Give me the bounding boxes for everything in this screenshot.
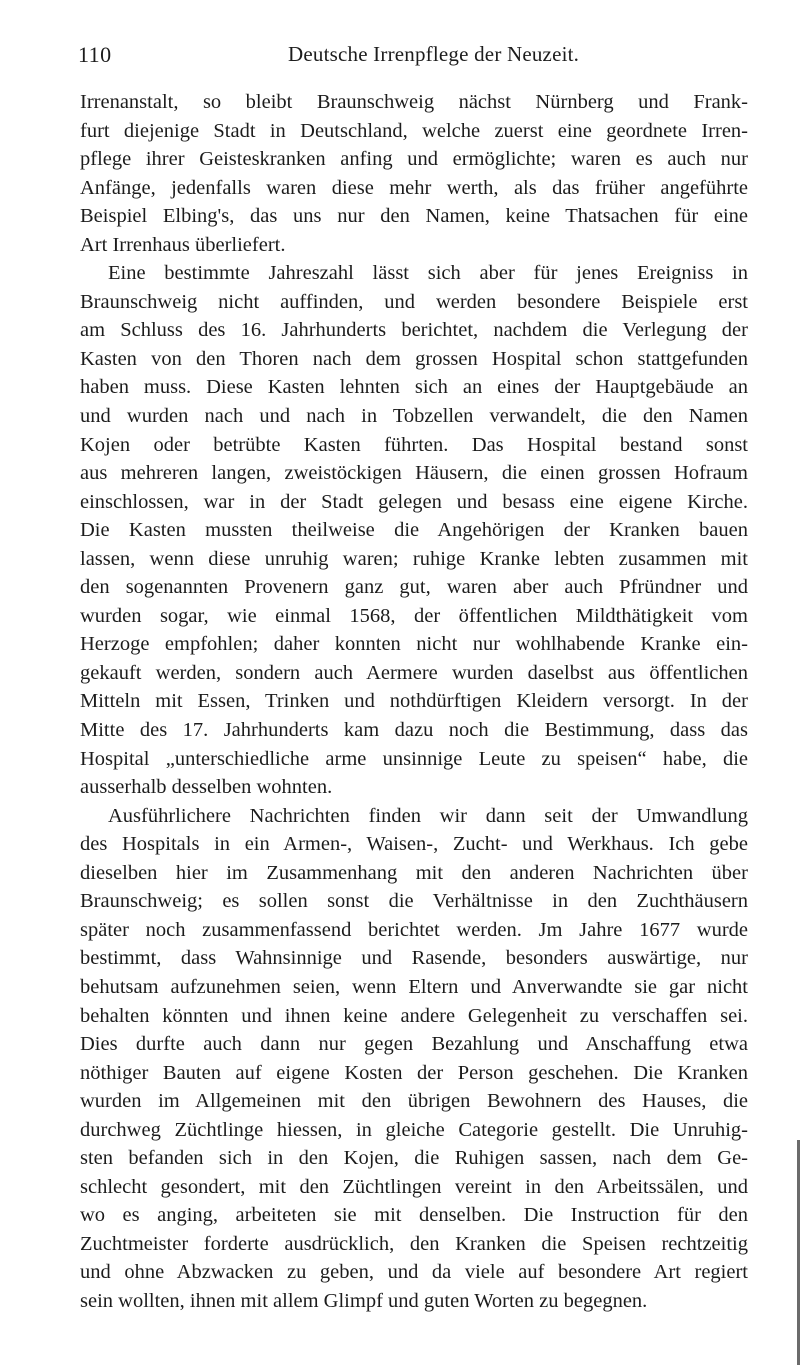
text-line: sein wollten, ihnen mit allem Glimpf und guten Worten zu begegnen. xyxy=(80,1289,648,1312)
text-line: Irrenanstalt, so bleibt Braunschweig nächst Nürnberg und Frank- xyxy=(80,91,748,113)
text-line: Hospital „unterschiedliche arme unsinnige Leute zu speisen“ habe, die xyxy=(80,747,748,770)
text-line: lassen, wenn diese unruhig waren; ruhige Kranke lebten zusammen mit xyxy=(80,547,748,570)
text-line: den sogenannten Provenern ganz gut, waren aber auch Pfründner und xyxy=(80,576,748,599)
text-line: wurden sogar, wie einmal 1568, der öffentlichen Mildthätigkeit vom xyxy=(80,604,748,627)
text-line: Zuchtmeister forderte ausdrücklich, den Kranken die Speisen rechtzeitig xyxy=(80,1232,748,1255)
text-line: gekauft werden, sondern auch Aermere wurden daselbst aus öffentlichen xyxy=(80,661,748,684)
text-line: Braunschweig; es sollen sonst die Verhältnisse in den Zuchthäusern xyxy=(80,890,748,913)
text-line: wurden im Allgemeinen mit den übrigen Bewohnern des Hauses, die xyxy=(80,1090,748,1113)
paragraph-start-line: Eine bestimmte Jahreszahl lässt sich aber für jenes Ereigniss in xyxy=(108,262,748,285)
text-line: wo es anging, arbeiteten sie mit denselben. Die Instruction für den xyxy=(80,1204,748,1227)
text-line: behutsam aufzunehmen seien, wenn Eltern und Anverwandte sie gar nicht xyxy=(80,975,748,998)
text-line: haben muss. Diese Kasten lehnten sich an eines der Hauptgebäude an xyxy=(80,376,748,399)
text-line: sten befanden sich in den Kojen, die Ruhigen sassen, nach dem Ge- xyxy=(80,1147,748,1170)
text-line: Kojen oder betrübte Kasten führten. Das Hospital bestand sonst xyxy=(80,433,748,456)
text-line: Anfänge, jedenfalls waren diese mehr werth, als das früher angeführte xyxy=(80,176,748,199)
text-line: durchweg Züchtlinge hiessen, in gleiche Categorie gestellt. Die Unruhig- xyxy=(80,1118,748,1141)
text-line: Braunschweig nicht auffinden, und werden besondere Beispiele erst xyxy=(80,290,748,313)
text-line: einschlossen, war in der Stadt gelegen und besass eine eigene Kirche. xyxy=(80,490,748,513)
text-line: aus mehreren langen, zweistöckigen Häusern, die einen grossen Hofraum xyxy=(80,462,748,485)
text-line: Art Irrenhaus überliefert. xyxy=(80,233,286,256)
text-line: dieselben hier im Zusammenhang mit den anderen Nachrichten über xyxy=(80,861,748,884)
page-number: 110 xyxy=(78,42,112,67)
text-line: des Hospitals in ein Armen-, Waisen-, Zucht- und Werkhaus. Ich gebe xyxy=(80,833,748,856)
text-line: pflege ihrer Geisteskranken anfing und ermöglichte; waren es auch nur xyxy=(80,148,748,171)
text-line: bestimmt, dass Wahnsinnige und Rasende, besonders auswärtige, nur xyxy=(80,947,748,970)
text-line: Kasten von den Thoren nach dem grossen Hospital schon stattgefunden xyxy=(80,347,748,370)
body-text xyxy=(80,88,748,1316)
text-line: Die Kasten mussten theilweise die Angehörigen der Kranken bauen xyxy=(80,519,748,542)
text-line: und ohne Abzwacken zu geben, und da viele auf besondere Art regiert xyxy=(80,1261,748,1284)
text-line: Dies durfte auch dann nur gegen Bezahlung und Anschaffung etwa xyxy=(80,1033,748,1056)
text-line: Mitteln mit Essen, Trinken und nothdürftigen Kleidern versorgt. In der xyxy=(80,690,748,713)
text-line: später noch zusammenfassend berichtet werden. Jm Jahre 1677 wurde xyxy=(80,918,748,941)
text-line: am Schluss des 16. Jahrhunderts berichtet, nachdem die Verlegung der xyxy=(80,319,748,342)
running-head xyxy=(78,42,738,72)
text-line: behalten könnten und ihnen keine andere Gelegenheit zu verschaffen sei. xyxy=(80,1004,748,1027)
text-line: Beispiel Elbing's, das uns nur den Namen, keine Thatsachen für eine xyxy=(80,205,748,228)
text-line: furt diejenige Stadt in Deutschland, welche zuerst eine geordnete Irren- xyxy=(80,119,748,142)
text-line: ausserhalb desselben wohnten. xyxy=(80,776,333,799)
text-line: Mitte des 17. Jahrhunderts kam dazu noch die Bestimmung, dass das xyxy=(80,719,748,742)
text-line: und wurden nach und nach in Tobzellen verwandelt, die den Namen xyxy=(80,405,748,428)
text-line: nöthiger Bauten auf eigene Kosten der Person geschehen. Die Kranken xyxy=(80,1061,748,1084)
text-line: Herzoge empfohlen; daher konnten nicht nur wohlhabende Kranke ein- xyxy=(80,633,748,656)
running-title: Deutsche Irrenpflege der Neuzeit. xyxy=(288,42,580,66)
text-line: schlecht gesondert, mit den Züchtlingen vereint in den Arbeitssälen, und xyxy=(80,1175,748,1198)
paragraph-start-line: Ausführlichere Nachrichten finden wir dann seit der Umwandlung xyxy=(108,804,748,827)
